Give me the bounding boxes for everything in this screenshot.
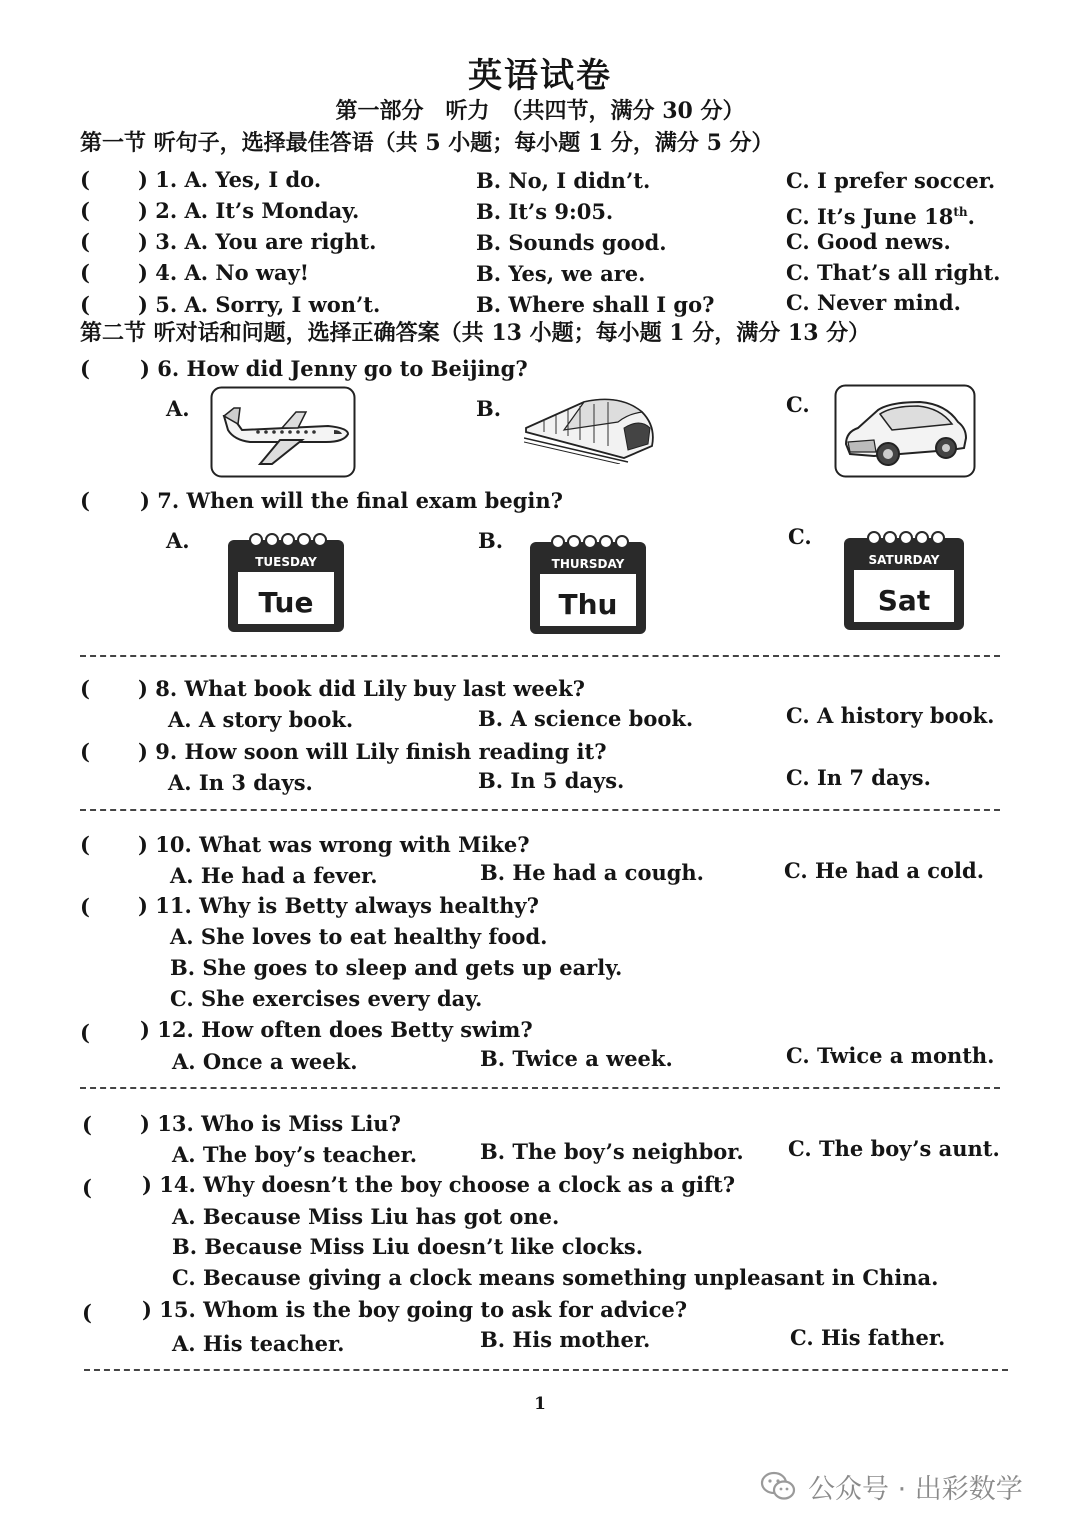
calendar-day-label: SATURDAY	[868, 553, 940, 567]
q14-option-b: B. Because Miss Liu doesn’t like clocks.	[172, 1234, 644, 1259]
answer-paren: (	[80, 488, 90, 513]
page-number: 1	[534, 1394, 546, 1414]
q7-label-a: A.	[166, 528, 190, 553]
airplane-icon	[210, 386, 356, 478]
q4-option-c: C. That’s all right.	[786, 260, 1001, 285]
q12-option-a: A. Once a week.	[172, 1049, 358, 1074]
q14-option-a: A. Because Miss Liu has got one.	[172, 1204, 560, 1229]
calendar-day-label: TUESDAY	[255, 555, 317, 569]
q8-stem: ) 8. What book did Lily buy last week?	[138, 676, 585, 701]
answer-paren: (	[80, 260, 90, 285]
q15-option-c: C. His father.	[790, 1325, 946, 1350]
q3-option-a: ) 3. A. You are right.	[138, 229, 377, 254]
watermark	[760, 1466, 1023, 1506]
q5-option-c: C. Never mind.	[786, 290, 961, 315]
q7-label-c: C.	[788, 524, 812, 549]
q9-option-b: B. In 5 days.	[478, 768, 625, 793]
q2-option-b: B. It’s 9:05.	[476, 199, 614, 224]
calendar-day-abbr: Sat	[877, 584, 931, 617]
calendar-day-label: THURSDAY	[551, 557, 625, 571]
divider	[80, 809, 1000, 811]
answer-paren: (	[80, 356, 90, 381]
calendar-saturday-icon	[842, 528, 966, 632]
exam-title: 英语试卷	[468, 56, 612, 96]
q2-option-a: ) 2. A. It’s Monday.	[138, 198, 360, 223]
q9-stem: ) 9. How soon will Lily finish reading it?	[138, 739, 607, 764]
answer-paren: (	[80, 676, 90, 701]
q15-stem: ) 15. Whom is the boy going to ask for advice?	[142, 1297, 688, 1322]
q13-option-b: B. The boy’s neighbor.	[480, 1139, 744, 1164]
calendar-thursday-icon	[528, 532, 648, 636]
q10-option-a: A. He had a fever.	[170, 863, 378, 888]
q3-option-c: C. Good news.	[786, 229, 951, 254]
watermark-text: 公众号 · 出彩数学	[808, 1473, 1023, 1505]
q6-label-a: A.	[166, 396, 190, 421]
q7-stem: ) 7. When will the final exam begin?	[140, 488, 563, 513]
section1-heading: 第一节 听句子，选择最佳答语（共 5 小题；每小题 1 分，满分 5 分）	[80, 130, 774, 156]
q6-stem: ) 6. How did Jenny go to Beijing?	[140, 356, 528, 381]
q1-option-c: C. I prefer soccer.	[786, 168, 996, 193]
q11-stem: ) 11. Why is Betty always healthy?	[138, 893, 539, 918]
q12-option-c: C. Twice a month.	[786, 1043, 995, 1068]
divider	[80, 655, 1000, 657]
answer-paren: (	[80, 292, 90, 317]
q1-option-a: ) 1. A. Yes, I do.	[138, 167, 322, 192]
q9-option-c: C. In 7 days.	[786, 765, 931, 790]
q12-stem: ) 12. How often does Betty swim?	[140, 1017, 533, 1042]
q11-option-c: C. She exercises every day.	[170, 986, 483, 1011]
q8-option-a: A. A story book.	[168, 707, 354, 732]
answer-paren: (	[80, 229, 90, 254]
q14-stem: ) 14. Why doesn’t the boy choose a clock as a gift?	[142, 1172, 736, 1197]
answer-paren: (	[80, 739, 90, 764]
q2-option-c: C. It’s June 18th.	[786, 204, 975, 229]
q12-option-b: B. Twice a week.	[480, 1046, 673, 1071]
answer-paren: (	[80, 894, 90, 919]
q8-option-b: B. A science book.	[478, 706, 694, 731]
answer-paren: (	[82, 1112, 92, 1137]
q3-option-b: B. Sounds good.	[476, 230, 667, 255]
q14-option-c: C. Because giving a clock means something unpleasant in China.	[172, 1265, 939, 1290]
q10-option-c: C. He had a cold.	[784, 858, 985, 883]
divider	[84, 1369, 1008, 1371]
q7-label-b: B.	[478, 528, 504, 553]
answer-paren: (	[82, 1300, 92, 1325]
wechat-icon	[760, 1470, 796, 1502]
q13-stem: ) 13. Who is Miss Liu?	[140, 1111, 401, 1136]
q8-option-c: C. A history book.	[786, 703, 995, 728]
q4-option-b: B. Yes, we are.	[476, 261, 646, 286]
calendar-day-abbr: Tue	[258, 586, 314, 619]
section2-heading: 第二节 听对话和问题，选择正确答案（共 13 小题；每小题 1 分，满分 13 分）	[80, 320, 871, 346]
q5-option-a: ) 5. A. Sorry, I won’t.	[138, 292, 381, 317]
calendar-day-abbr: Thu	[558, 588, 618, 621]
q11-option-b: B. She goes to sleep and gets up early.	[170, 955, 623, 980]
answer-paren: (	[80, 198, 90, 223]
q15-option-a: A. His teacher.	[172, 1331, 345, 1356]
part-heading: 第一部分 听力 （共四节，满分 30 分）	[335, 98, 745, 124]
q6-label-c: C.	[786, 392, 810, 417]
q6-label-b: B.	[476, 396, 502, 421]
answer-paren: (	[82, 1175, 92, 1200]
answer-paren: (	[80, 832, 90, 857]
q5-option-b: B. Where shall I go?	[476, 292, 715, 317]
q10-stem: ) 10. What was wrong with Mike?	[138, 832, 530, 857]
q10-option-b: B. He had a cough.	[480, 860, 704, 885]
q4-option-a: ) 4. A. No way!	[138, 260, 310, 285]
q13-option-a: A. The boy’s teacher.	[172, 1142, 418, 1167]
q13-option-c: C. The boy’s aunt.	[788, 1136, 1000, 1161]
q11-option-a: A. She loves to eat healthy food.	[170, 924, 548, 949]
divider	[80, 1087, 1000, 1089]
q15-option-b: B. His mother.	[480, 1327, 651, 1352]
answer-paren: (	[80, 1020, 90, 1045]
q1-option-b: B. No, I didn’t.	[476, 168, 651, 193]
answer-paren: (	[80, 167, 90, 192]
q9-option-a: A. In 3 days.	[168, 770, 313, 795]
car-icon	[834, 384, 976, 478]
train-icon	[524, 388, 658, 464]
calendar-tuesday-icon	[226, 530, 346, 634]
